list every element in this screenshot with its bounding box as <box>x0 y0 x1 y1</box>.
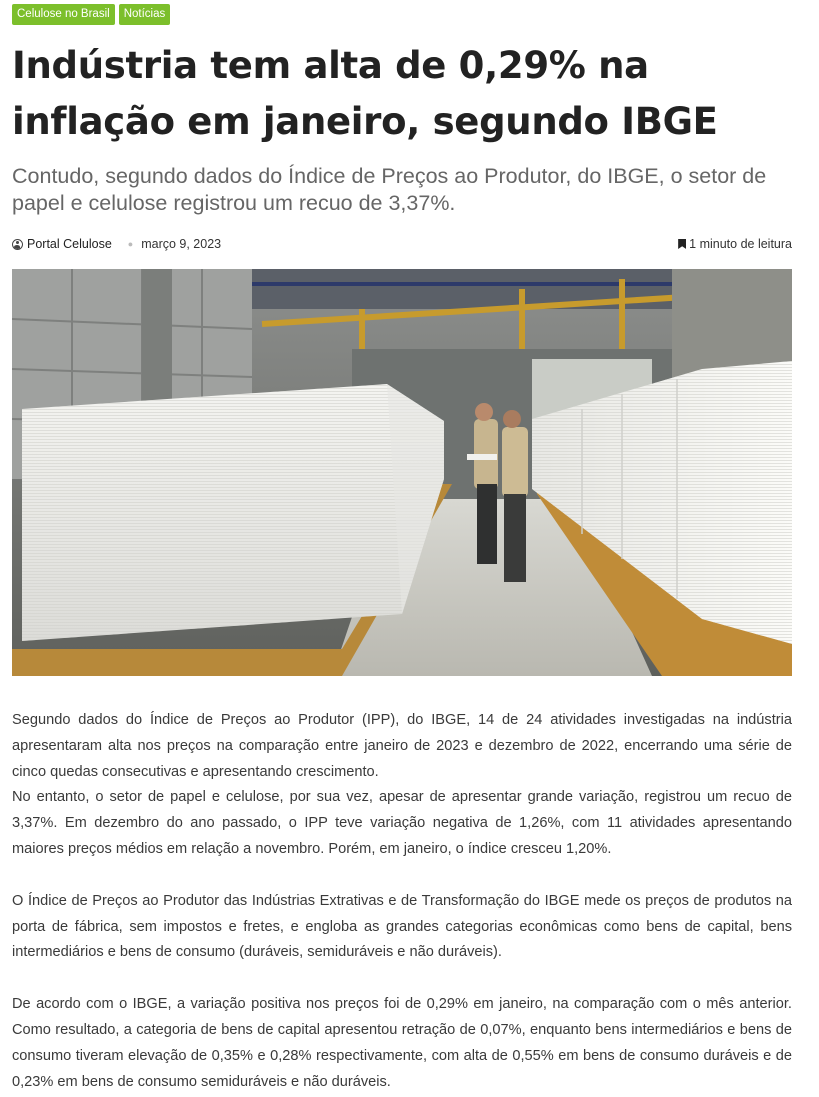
paragraph-1: Segundo dados do Índice de Preços ao Produtor (IPP), do IBGE, 14 de 24 atividades investigadas na indústria apresentaram alta nos preços na comparação entre janeiro de 2023 e dezembro de 2022, encerrando uma série de cinco quedas consecutivas e apresentando crescimento. <box>12 712 792 780</box>
category-tags <box>12 4 170 25</box>
article-meta <box>12 235 792 253</box>
author-name[interactable]: Portal Celulose <box>27 237 112 251</box>
bookmark-icon <box>678 239 686 249</box>
featured-image <box>12 269 792 676</box>
article-title: Indústria tem alta de 0,29% na inflação em janeiro, segundo IBGE <box>12 44 718 143</box>
article-body <box>12 708 792 1095</box>
user-icon <box>12 239 23 250</box>
factory-paper-stacks-photo <box>12 269 792 676</box>
paragraph-4: De acordo com o IBGE, a variação positiva nos preços foi de 0,29% em janeiro, na comparação com o mês anterior. Como resultado, a categoria de bens de capital apresentou retração de 0,07%, enquanto bens intermediários e bens de consumo tiveram elevação de 0,35% e 0,28% respectivamente, com alta de 0,55% em bens de consumo duráveis e de 0,23% em bens de consumo semiduráveis e não duráveis. <box>12 996 792 1090</box>
article-subtitle: Contudo, segundo dados do Índice de Preços ao Produtor, do IBGE, o setor de papel e celulose registrou um recuo de 3,37%. <box>12 164 767 215</box>
author[interactable] <box>12 237 112 251</box>
read-time-label: 1 minuto de leitura <box>689 237 792 251</box>
paragraph-2: No entanto, o setor de papel e celulose, por sua vez, apesar de apresentar grande variação, registrou um recuo de 3,37%. Em dezembro do ano passado, o IPP teve variação negativa de 1,26%, com 11 atividades apresentando maiores preços médios em relação a novembro. Porém, em janeiro, o índice cresceu 1,20%. <box>12 789 792 857</box>
tag-noticias[interactable]: Notícias <box>119 4 171 25</box>
paragraph-3: O Índice de Preços ao Produtor das Indústrias Extrativas e de Transformação do IBGE mede os preços de produtos na porta de fábrica, sem impostos e fretes, e engloba as grandes categorias econômicas como bens de capital, bens intermediários e bens de consumo (duráveis, semiduráveis e não duráveis). <box>12 892 792 961</box>
tag-celulose-no-brasil[interactable]: Celulose no Brasil <box>12 4 115 25</box>
separator-dot: ● <box>127 239 134 249</box>
read-time <box>678 237 792 251</box>
publish-date: março 9, 2023 <box>141 237 222 251</box>
